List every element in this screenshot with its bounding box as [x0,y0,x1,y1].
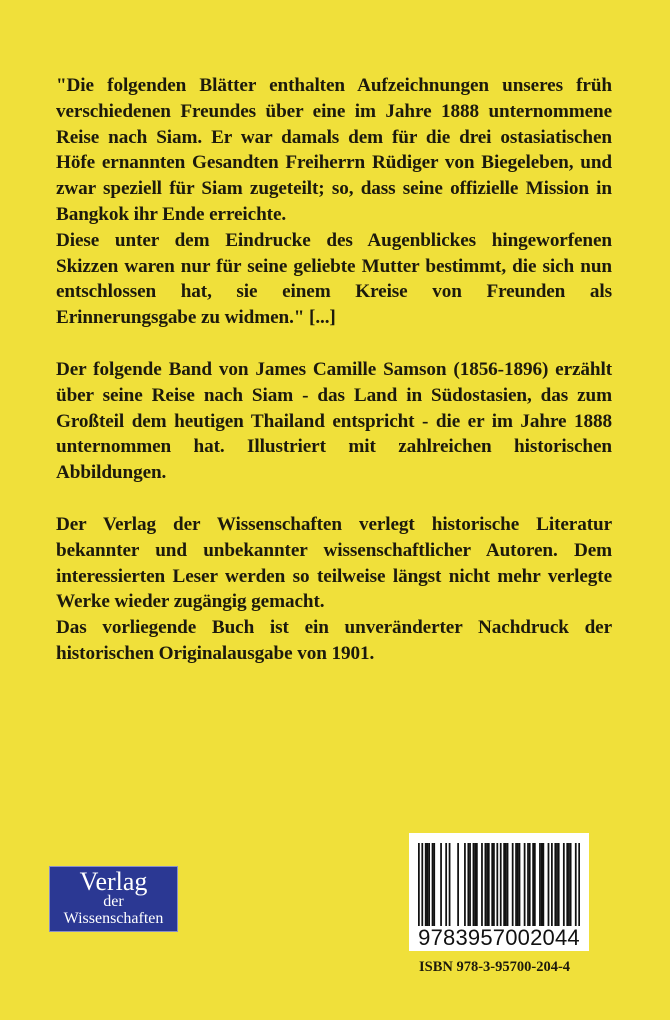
barcode [409,833,589,951]
blurb-paragraph: Der folgende Band von James Camille Samson (1856-1896) erzählt über seine Reise nach Siam - das Land in Südostasien, das zum Großteil dem heutigen Thailand entspricht - die er im Jahre 1888 unternommen hat. Illustriert mit zahlreichen historischen Abbildungen. [56,359,612,484]
blurb-paragraph: "Die folgenden Blätter enthalten Aufzeichnungen unseres früh verschiedenen Freundes über eine im Jahre 1888 unternommene Reise nach Siam. Er war damals dem für die drei ostasiatischen Höfe ernannten Gesandten Freiherrn Rüdiger von Biegeleben, und zwar speziell für Siam zugeteilt; so, dass seine offizielle Mission in Bangkok ihr Ende erreichte. [56,75,612,225]
blurb-paragraph: Diese unter dem Eindrucke des Augenblickes hingeworfenen Skizzen waren nur für seine geliebte Mutter bestimmt, die sich nun entschlossen hat, sie einem Kreise von Freunden als Erinnerungsgabe zu widmen." [...] [56,229,612,329]
publisher-info-block [56,512,612,667]
publisher-logo [49,866,178,932]
blurb-paragraph: Das vorliegende Buch ist ein unveränderter Nachdruck der historischen Originalausgabe von 1901. [56,617,612,664]
logo-line-wissenschaften: Wissenschaften [63,910,164,927]
barcode-digits: 9783957002044 [418,925,580,950]
barcode-bars-icon [418,843,580,926]
blurb-paragraph: Der Verlag der Wissenschaften verlegt historische Literatur bekannter und unbekannter wissenschaftlicher Autoren. Dem interessierten Leser werden so teilweise längst nicht mehr verlegte Werke wieder zugängig gemacht. [56,514,612,613]
logo-line-der: der [103,893,124,910]
blurb-description-block [56,357,612,486]
logo-line-verlag: Verlag [79,867,148,896]
isbn-label: ISBN 978-3-95700-204-4 [419,959,571,975]
blurb-quote-block [56,73,612,331]
